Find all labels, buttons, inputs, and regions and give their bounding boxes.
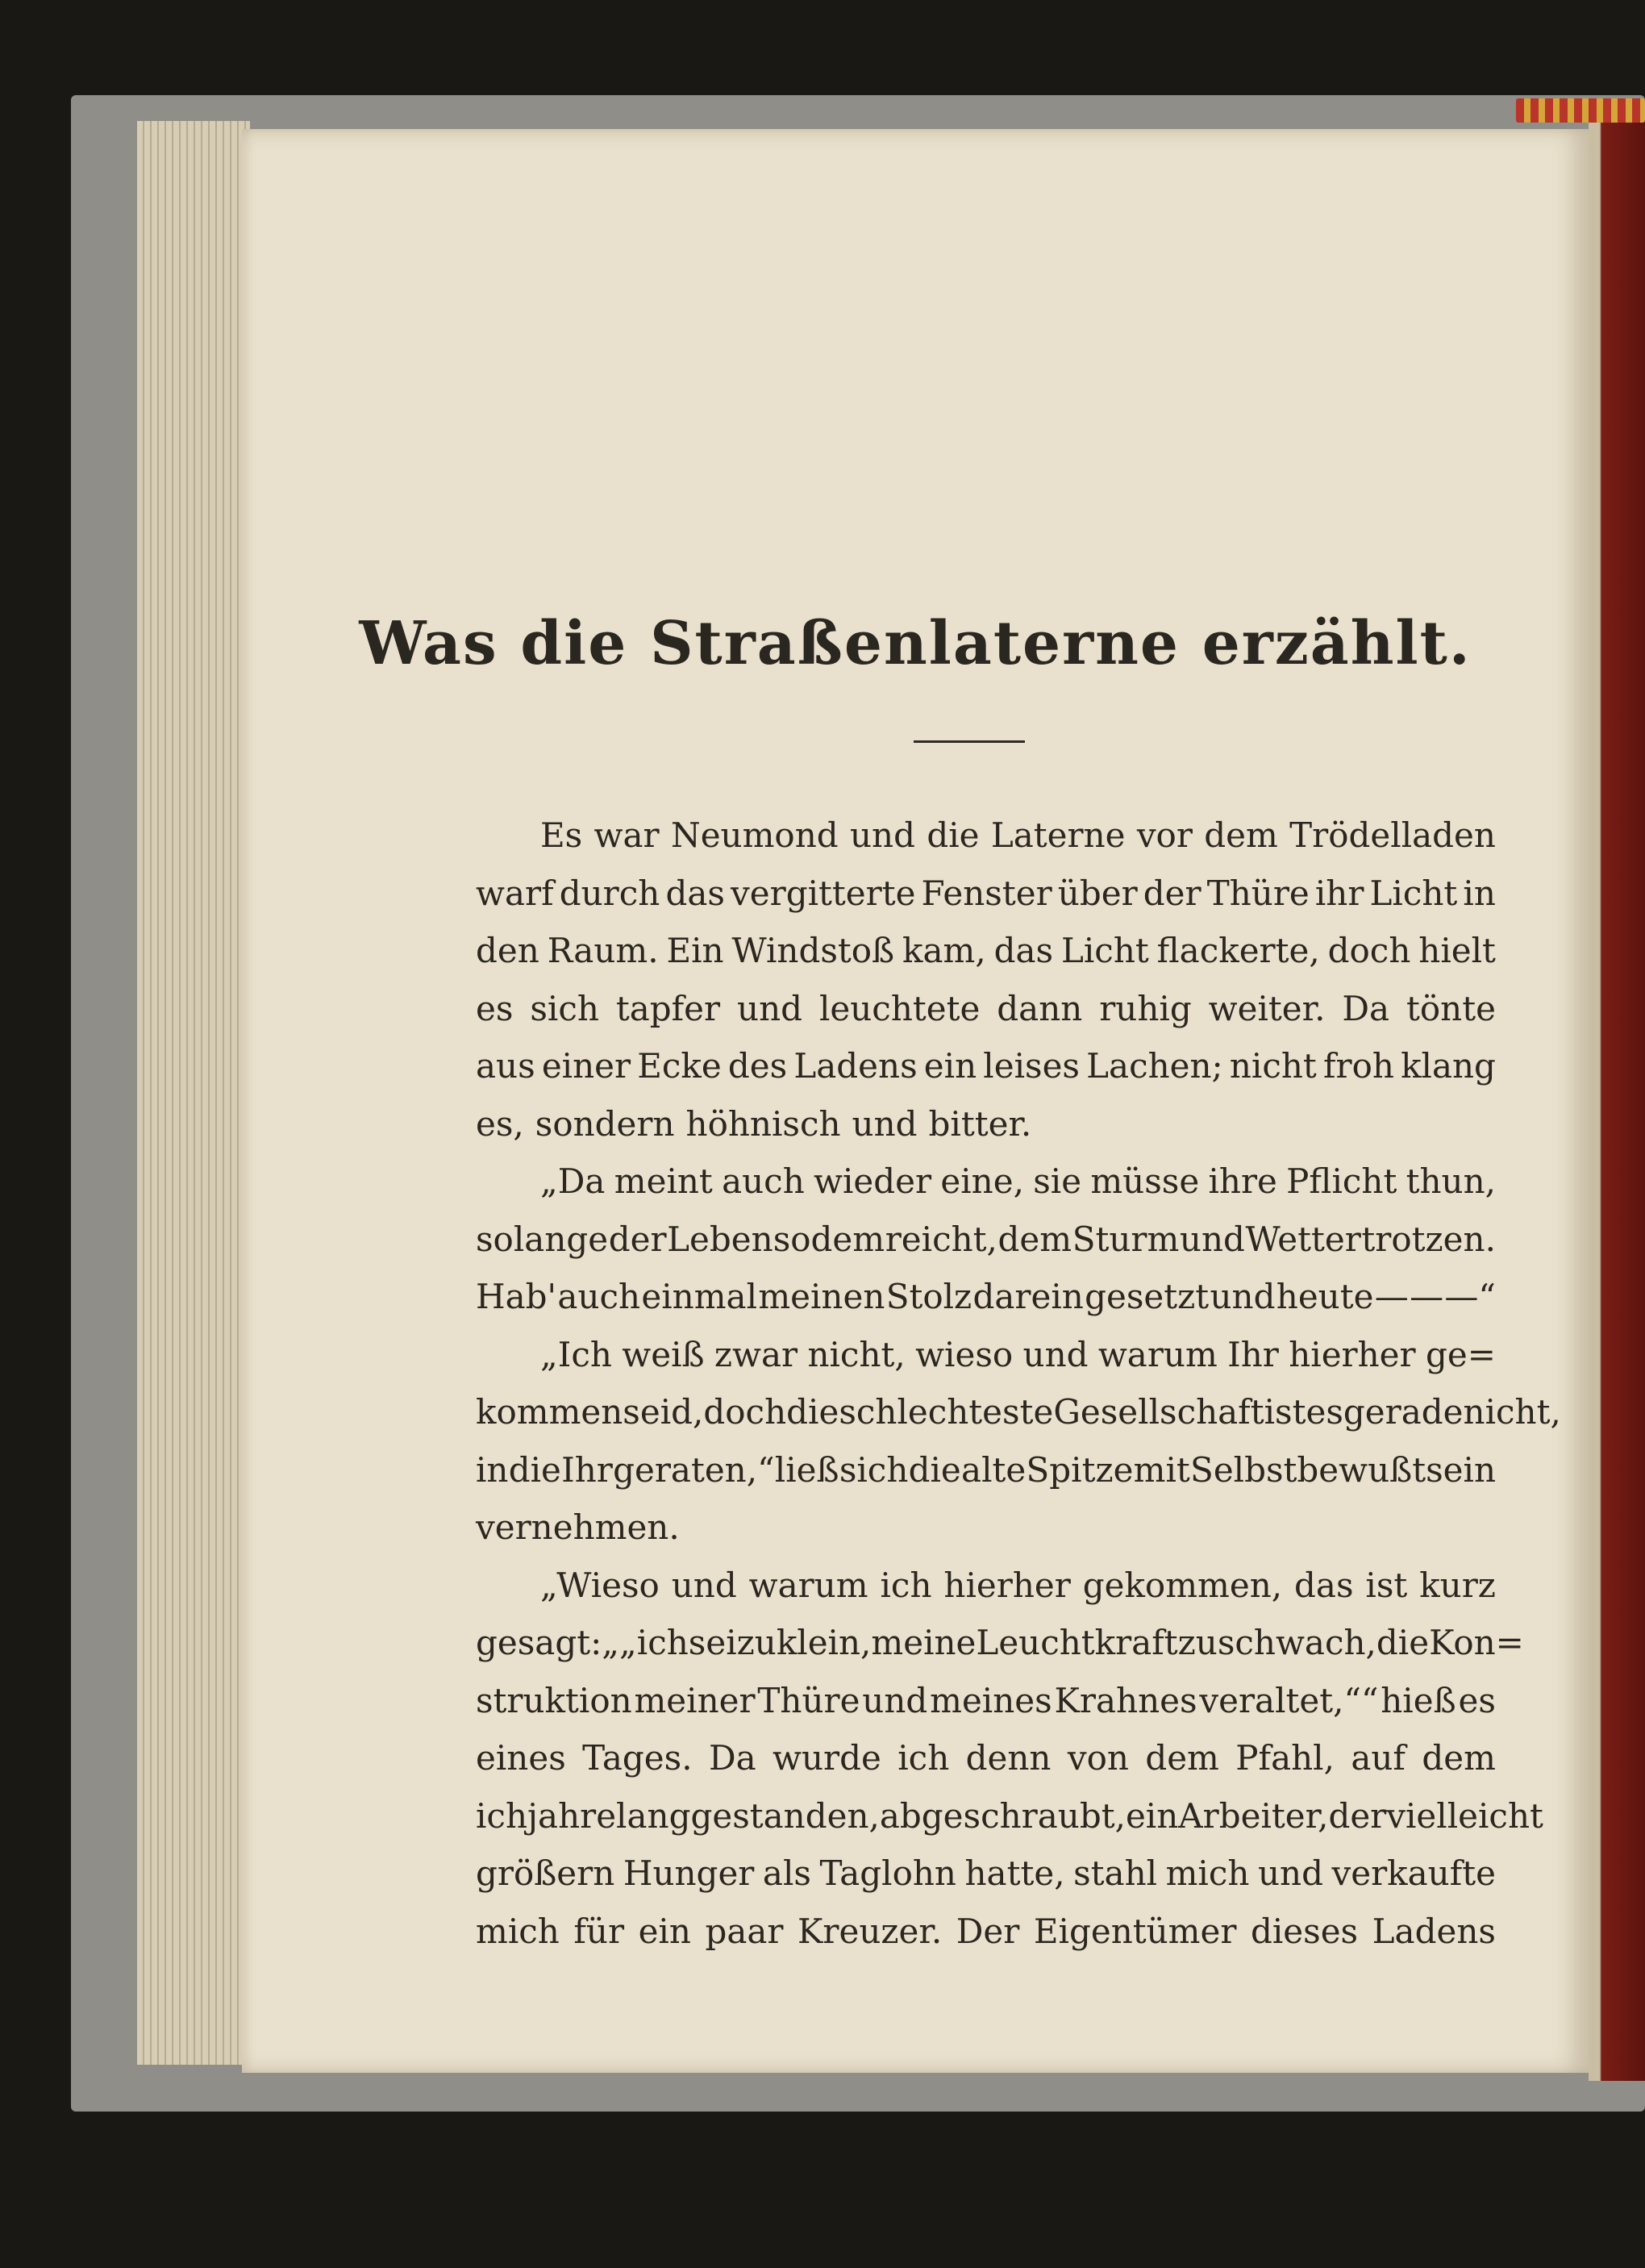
text-line: kommen seid, doch die schlechteste Gesellschaft ist es gerade nicht,: [476, 1392, 1561, 1432]
book-binding: [1589, 113, 1645, 2081]
text-line: den Raum. Ein Windstoß kam, das Licht flackerte, doch hielt: [476, 931, 1496, 970]
page-edges: [137, 121, 250, 2065]
text-line: struktion meiner Thüre und meines Krahnes veraltet,““ hieß es: [476, 1680, 1496, 1720]
page-title: Was die Straßenlaterne erzählt.: [359, 609, 1472, 678]
text-line: in die Ihr geraten,“ ließ sich die alte Spitze mit Selbstbewußtsein: [476, 1449, 1496, 1490]
text-line: aus einer Ecke des Ladens ein leises Lachen; nicht froh klang: [476, 1046, 1496, 1086]
text-line: warf durch das vergitterte Fenster über der Thüre ihr Licht in: [476, 873, 1496, 913]
text-line: es, sondern höhnisch und bitter.: [476, 1103, 1032, 1144]
text-line: größern Hunger als Taglohn hatte, stahl mich und verkaufte: [476, 1853, 1496, 1893]
body-text: [476, 807, 1561, 1960]
text-line: Es war Neumond und die Laterne vor dem Trödelladen: [540, 815, 1496, 855]
text-line: „Da meint auch wieder eine, sie müsse ihre Pflicht thun,: [540, 1161, 1496, 1201]
text-line: „Wieso und warum ich hierher gekommen, das ist kurz: [540, 1565, 1496, 1605]
text-line: eines Tages. Da wurde ich denn von dem Pfahl, auf dem: [476, 1738, 1496, 1778]
text-line: es sich tapfer und leuchtete dann ruhig weiter. Da tönte: [476, 988, 1496, 1028]
title-divider: [914, 740, 1025, 743]
text-line: ich jahrelang gestanden, abgeschraubt, ein Arbeiter, der vielleicht: [476, 1795, 1543, 1836]
text-line: solange der Lebensodem reicht, dem Sturm und Wetter trotzen.: [476, 1219, 1496, 1259]
headband: [1516, 98, 1645, 123]
text-line: „Ich weiß zwar nicht, wieso und warum Ihr hierher ge=: [540, 1334, 1496, 1374]
text-line: Hab' auch einmal meinen Stolz darein gesetzt und heute — — —“: [476, 1277, 1496, 1316]
text-line: vernehmen.: [476, 1507, 680, 1547]
text-line: gesagt: „„ich sei zu klein, meine Leuchtkraft zu schwach, die Kon=: [476, 1623, 1524, 1662]
text-line: mich für ein paar Kreuzer. Der Eigentümer dieses Ladens: [476, 1911, 1496, 1951]
